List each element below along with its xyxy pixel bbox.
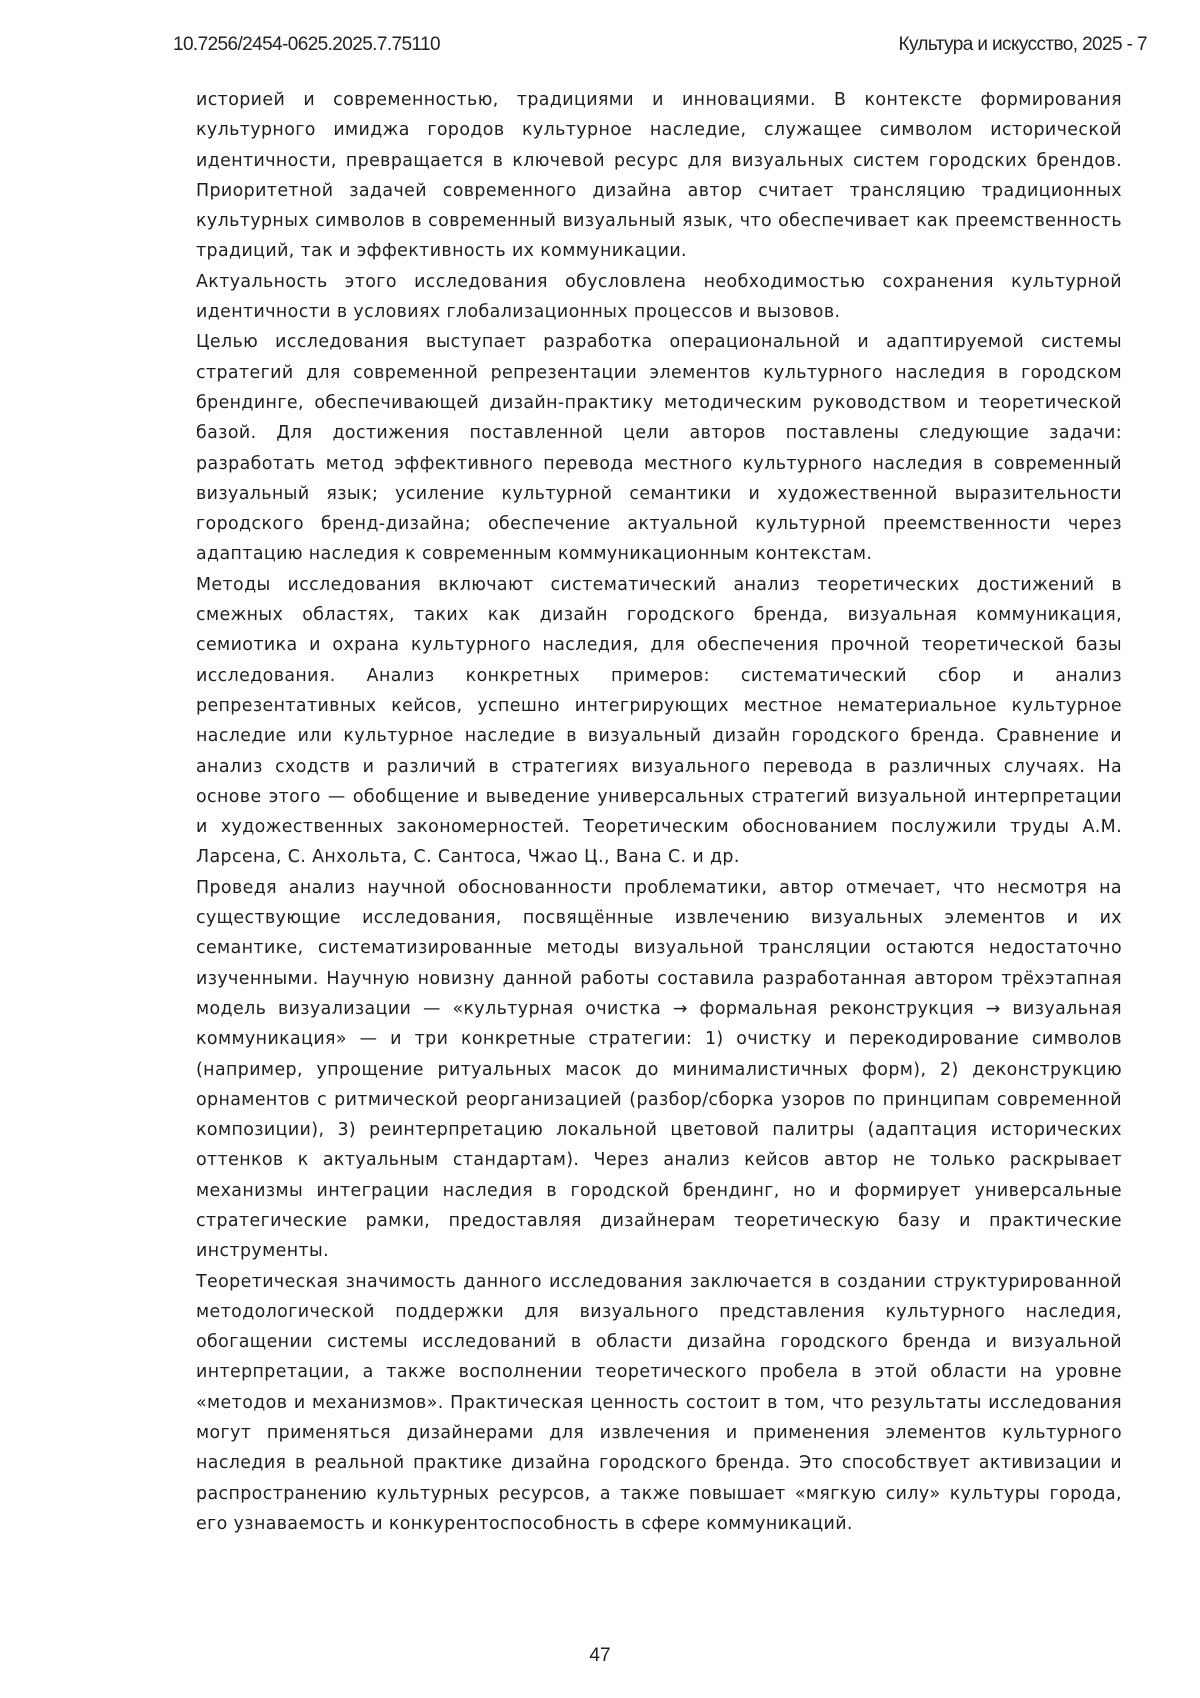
- page-number: 47: [589, 1645, 611, 1666]
- paragraph: Теоретическая значимость данного исследования заключается в создании структурированной методологической поддержки для визуального представления культурного наследия, обогащении системы исследований в области дизайна городского бренда и визуальной интерпретации, а также восполнении теоретического пробела в этой области на уровне «методов и механизмов». Практическая ценность состоит в том, что результаты исследования могут применяться дизайнерами для извлечения и применения элементов культурного наследия в реальной практике дизайна городского бренда. Это способствует активизации и распространению культурных ресурсов, а также повышает «мягкую силу» культуры города, его узнаваемость и конкурентоспособность в сфере коммуникаций.: [196, 1271, 1122, 1534]
- paragraph: Проведя анализ научной обоснованности проблематики, автор отмечает, что несмотря на существующие исследования, посвящённые извлечению визуальных элементов и их семантике, систематизированные методы визуальной трансляции остаются недостаточно изученными. Научную новизну данной работы составила разработанная автором трёхэтапная модель визуализации — «культурная очистка → формальная реконструкция → визуальная коммуникация» — и три конкретные стратегии: 1) очистку и перекодирование символов (например, упрощение ритуальных масок до минималистичных форм), 2) деконструкцию орнаментов с ритмической реорганизацией (разбор/сборка узоров по принципам современной композиции), 3) реинтерпретацию локальной цветовой палитры (адаптация исторических оттенков к актуальным стандартам). Через анализ кейсов автор не только раскрывает механизмы интеграции наследия в городской брендинг, но и формирует универсальные стратегические рамки, предоставляя дизайнерам теоретическую базу и практические инструменты.: [196, 877, 1122, 1262]
- journal-issue: Культура и искусство, 2025 - 7: [898, 34, 1147, 55]
- article-body: [196, 85, 1122, 1539]
- page-header: [173, 34, 1147, 56]
- paragraph: Актуальность этого исследования обусловлена необходимостью сохранения культурной идентичности в условиях глобализационных процессов и вызовов.: [196, 271, 1122, 323]
- doi-text: 10.7256/2454-0625.2025.7.75110: [173, 34, 440, 55]
- paragraph: Методы исследования включают систематический анализ теоретических достижений в смежных областях, таких как дизайн городского бренда, визуальная коммуникация, семиотика и охрана культурного наследия, для обеспечения прочной теоретической базы исследования. Анализ конкретных примеров: систематический сбор и анализ репрезентативных кейсов, успешно интегрирующих местное нематериальное культурное наследие или культурное наследие в визуальный дизайн городского бренда. Сравнение и анализ сходств и различий в стратегиях визуального перевода в различных случаях. На основе этого — обобщение и выведение универсальных стратегий визуальной интерпретации и художественных закономерностей. Теоретическим обоснованием послужили труды А.М. Ларсена, С. Анхольта, С. Сантоса, Чжао Ц., Вана С. и др.: [196, 574, 1122, 868]
- paragraph: Целью исследования выступает разработка операциональной и адаптируемой системы стратегий для современной репрезентации элементов культурного наследия в городском брендинге, обеспечивающей дизайн-практику методическим руководством и теоретической базой. Для достижения поставленной цели авторов поставлены следующие задачи: разработать метод эффективного перевода местного культурного наследия в современный визуальный язык; усиление культурной семантики и художественной выразительности городского бренд-дизайна; обеспечение актуальной культурной преемственности через адаптацию наследия к современным коммуникационным контекстам.: [196, 332, 1122, 565]
- paragraph: историей и современностью, традициями и инновациями. В контексте формирования культурного имиджа городов культурное наследие, служащее символом исторической идентичности, превращается в ключевой ресурс для визуальных систем городских брендов. Приоритетной задачей современного дизайна автор считает трансляцию традиционных культурных символов в современный визуальный язык, что обеспечивает как преемственность традиций, так и эффективность их коммуникации.: [196, 90, 1122, 262]
